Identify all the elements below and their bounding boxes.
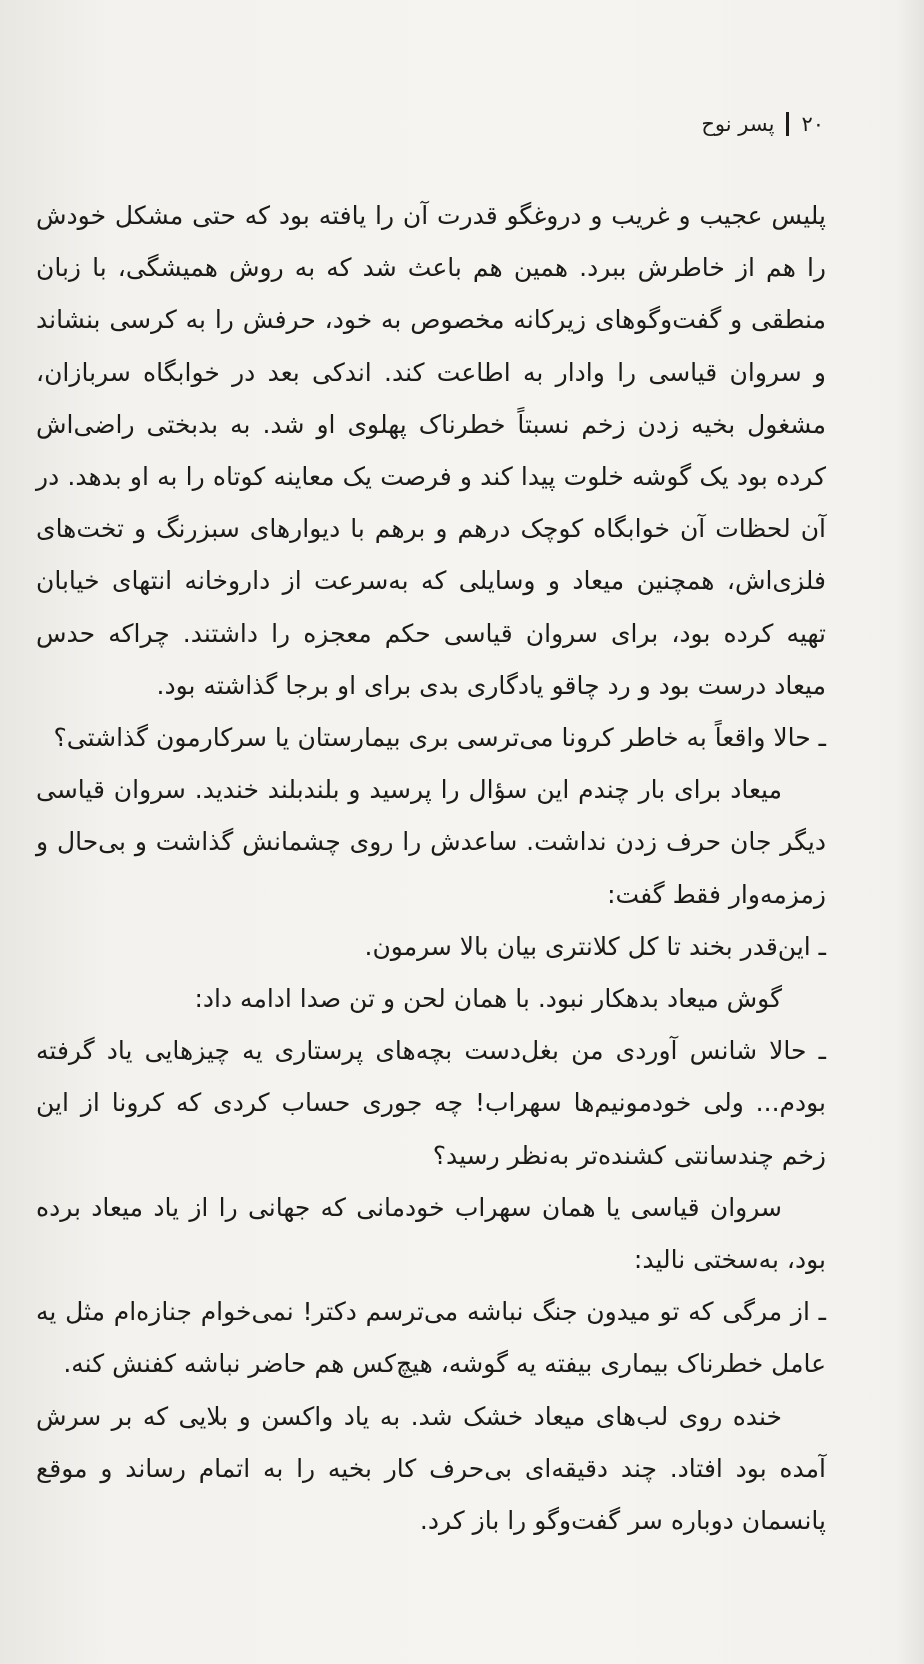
running-header: [701, 112, 824, 136]
paragraph: گوش میعاد بدهکار نبود. با همان لحن و تن صدا ادامه داد:: [194, 984, 782, 1014]
page-gutter-shadow: [896, 0, 924, 1664]
paragraph: خنده روی لب‌های میعاد خشک شد. به یاد واکسن و بلایی که بر سرش آمده بود افتاد. چند دقیقه‌ای بی‌حرف کار بخیه را به اتمام رساند و موقع پانسمان دوباره سر گفت‌وگو را باز کرد.: [36, 1401, 826, 1536]
paragraph: سروان قیاسی یا همان سهراب خودمانی که جهانی را از یاد میعاد برده بود، به‌سختی نالید:: [36, 1192, 826, 1275]
header-separator: [786, 112, 789, 136]
book-title: پسر نوح: [701, 112, 775, 136]
paragraph: پلیس عجیب و غریب و دروغگو قدرت آن را یافته بود که حتی مشکل خودش را هم از خاطرش ببرد. همین هم باعث شد که به روش همیشگی، با زبان منطقی و گفت‌وگوهای زیرکانه مخصوص به خود، حرفش را به کرسی بنشاند و سروان قیاسی را وادار به اطاعت کند. اندکی بعد در خوابگاه سربازان، مشغول بخیه زدن زخم نسبتاً خطرناک پهلوی او شد. به بدبختی راضی‌اش کرده بود یک گوشه خلوت پیدا کند و فرصت یک معاینه کوتاه را به او بدهد. در آن لحظات آن خوابگاه کوچک درهم و برهم با دیوارهای سبزرنگ و تخت‌های فلزی‌اش، همچنین میعاد و وسایلی که به‌سرعت از داروخانه انتهای خیابان تهیه کرده بود، برای سروان قیاسی حکم معجزه را داشتند. چراکه حدس میعاد درست بود و رد چاقو یادگاری بدی برای او برجا گذاشته بود.: [36, 201, 826, 700]
page-body: [36, 190, 826, 1547]
dialogue-line: ـ از مرگی که تو میدون جنگ نباشه می‌ترسم دکتر! نمی‌خوام جنازه‌ام مثل یه عامل خطرناک بیماری بیفته یه گوشه، هیچ‌کس هم حاضر نباشه کفنش کنه.: [36, 1297, 826, 1379]
dialogue-line: ـ حالا واقعاً به خاطر کرونا می‌ترسی بری بیمارستان یا سرکارمون گذاشتی؟: [53, 723, 826, 753]
dialogue-line: ـ این‌قدر بخند تا کل کلانتری بیان بالا سرمون.: [364, 931, 826, 961]
dialogue-line: ـ حالا شانس آوردی من بغل‌دست بچه‌های پرستاری یه چیزهایی یاد گرفته بودم... ولی خودمونیم‌ها سهراب! چه جوری حساب کردی که کرونا از این زخم چندسانتی کشنده‌تر به‌نظر رسید؟: [36, 1036, 826, 1170]
paragraph: میعاد برای بار چندم این سؤال را پرسید و بلندبلند خندید. سروان قیاسی دیگر جان حرف زدن نداشت. ساعدش را روی چشمانش گذاشت و بی‌حال و زمزمه‌وار فقط گفت:: [36, 775, 826, 909]
page-number: ۲۰: [801, 112, 824, 136]
